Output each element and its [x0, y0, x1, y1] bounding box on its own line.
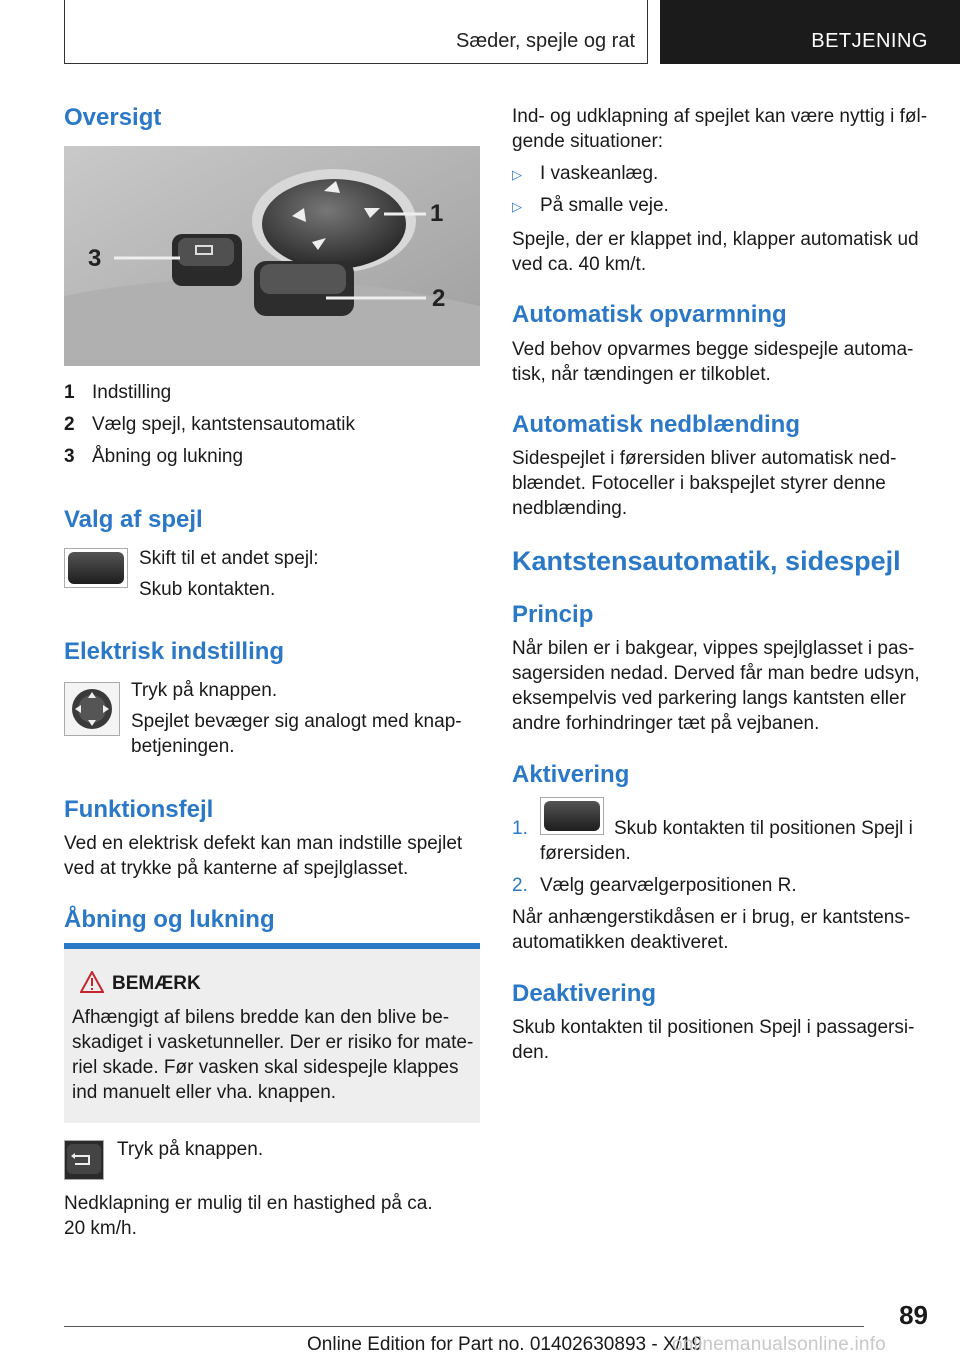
nedbl-text: Sidespejlet i førersiden bliver automatisk ned- [512, 448, 897, 469]
step-text: førersiden. [540, 843, 631, 864]
header-section-title: Sæder, spejle og rat [456, 30, 635, 52]
elektrisk-text: Spejlet bevæger sig analogt med knap- [131, 711, 462, 732]
switch-icon [540, 797, 604, 835]
triangle-bullet-icon: ▷ [512, 199, 522, 214]
intro-text: Ind- og udklapning af spejlet kan være nyttig i føl- [512, 106, 928, 127]
step-text: Vælg gearvælgerpositionen R. [540, 875, 797, 896]
note-text: ind manuelt eller vha. knappen. [72, 1082, 337, 1103]
oversigt-heading: Oversigt [64, 104, 162, 131]
header-section-tab [64, 0, 648, 64]
legend-item: 2 Vælg spejl, kantstensautomatik [64, 414, 355, 435]
princip-text: andre forhindringer tæt på vejbanen. [512, 713, 820, 734]
footer-divider [64, 1326, 864, 1327]
nedklap-text: Nedklapning er mulig til en hastighed på ca. [64, 1193, 433, 1214]
anh-text: Når anhængerstikdåsen er i brug, er kantstens- [512, 907, 911, 928]
step-text: Skub kontakten til positionen Spejl i [614, 818, 913, 839]
fold-button-icon [64, 1140, 104, 1180]
nedbl-text: nedblænding. [512, 498, 628, 519]
svg-text:3: 3 [88, 245, 102, 272]
step-number: 2. [512, 875, 528, 896]
note-text: riel skade. Før vasken skal sidespejle klappes [72, 1057, 459, 1078]
note-text: Afhængigt af bilens bredde kan den blive be- [72, 1007, 450, 1028]
direction-pad-icon [64, 682, 120, 736]
switch-icon [64, 548, 128, 588]
bullet-item: ▷ I vaskeanlæg. [512, 161, 658, 187]
opvarm-heading: Automatisk opvarmning [512, 301, 787, 328]
elektrisk-text: betjeningen. [131, 736, 235, 757]
deaktiv-text: den. [512, 1042, 549, 1063]
mirror-control-photo [64, 146, 480, 366]
princip-heading: Princip [512, 601, 594, 628]
auto-text: Spejle, der er klappet ind, klapper automatisk ud [512, 229, 919, 250]
anh-text: automatikken deaktiveret. [512, 932, 729, 953]
bullet-item: ▷ På smalle veje. [512, 193, 669, 219]
svg-text:2: 2 [432, 285, 446, 312]
valg-heading: Valg af spejl [64, 506, 203, 533]
aabning-heading: Åbning og lukning [64, 906, 275, 933]
princip-text: sagersiden nedad. Derved får man bedre udsyn, [512, 663, 920, 684]
aktiv-heading: Aktivering [512, 761, 630, 788]
kant-heading: Kantstensautomatik, sidespejl [512, 546, 901, 576]
legend-item: 1 Indstilling [64, 382, 172, 403]
legend-item: 3 Åbning og lukning [64, 446, 244, 467]
funktion-text: ved at trykke på kanterne af spejlglasset. [64, 858, 409, 879]
nedklap-text: 20 km/h. [64, 1218, 137, 1239]
note-box [64, 949, 480, 1123]
valg-text: Skub kontakten. [139, 579, 276, 600]
nedbl-heading: Automatisk nedblænding [512, 411, 800, 438]
footer-edition: Online Edition for Part no. 01402630893 - X/19 [307, 1334, 703, 1355]
warning-icon [80, 971, 104, 993]
opvarm-text: tisk, når tændingen er tilkoblet. [512, 364, 771, 385]
princip-text: Når bilen er i bakgear, vippes spejlglasset i pas- [512, 638, 915, 659]
nedbl-text: blændet. Fotoceller i bakspejlet styrer denne [512, 473, 886, 494]
step-number: 1. [512, 818, 528, 839]
tryk-text: Tryk på knappen. [117, 1139, 264, 1160]
header-chapter-title: BETJENING [811, 30, 928, 52]
svg-text:1: 1 [430, 200, 444, 227]
opvarm-text: Ved behov opvarmes begge sidespejle automa- [512, 339, 914, 360]
funktion-heading: Funktionsfejl [64, 796, 214, 823]
valg-text: Skift til et andet spejl: [139, 548, 319, 569]
funktion-text: Ved en elektrisk defekt kan man indstille spejlet [64, 833, 463, 854]
intro-text: gende situationer: [512, 131, 664, 152]
deaktiv-text: Skub kontakten til positionen Spejl i passagersi- [512, 1017, 915, 1038]
auto-text: ved ca. 40 km/t. [512, 254, 647, 275]
header-chapter-tab [660, 0, 960, 64]
note-text: skadiget i vasketunneller. Der er risiko for mate- [72, 1032, 474, 1053]
page-number: 89 [899, 1300, 928, 1330]
footer-watermark: onlinemanualsonline.info [672, 1334, 886, 1355]
deaktiv-heading: Deaktivering [512, 980, 657, 1007]
note-label: BEMÆRK [112, 973, 201, 994]
elektrisk-heading: Elektrisk indstilling [64, 638, 285, 665]
princip-text: eksempelvis ved parkering langs kantsten eller [512, 688, 906, 709]
triangle-bullet-icon: ▷ [512, 167, 522, 182]
elektrisk-text: Tryk på knappen. [131, 680, 278, 701]
